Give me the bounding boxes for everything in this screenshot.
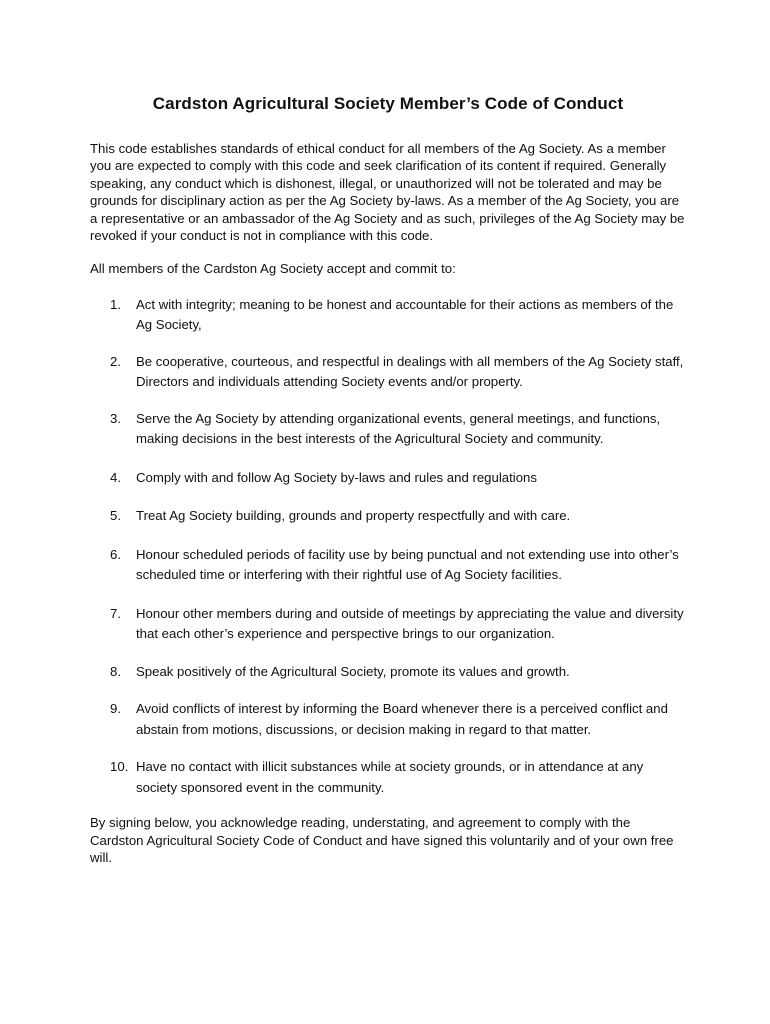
list-item-number: 7.: [110, 605, 121, 621]
list-item: [110, 295, 686, 336]
list-item-text: Have no contact with illicit substances while at society grounds, or in attendance at any society sponsored event in the community.: [136, 759, 644, 795]
list-item-number: 9.: [110, 701, 121, 717]
list-item-text: Be cooperative, courteous, and respectful in dealings with all members of the Ag Society staff, Directors and individuals attending Society events and/or property.: [136, 353, 684, 390]
list-item-number: 3.: [110, 410, 121, 426]
list-item: [110, 352, 686, 393]
list-item-text: Honour other members during and outside of meetings by appreciating the value and diversity that each other’s experience and perspective brings to our organization.: [136, 605, 684, 642]
commitment-lead: All members of the Cardston Ag Society accept and commit to:: [90, 261, 456, 277]
list-item-number: 1.: [110, 296, 121, 312]
closing-paragraph: By signing below, you acknowledge reading, understating, and agreement to comply with the Cardston Agricultural Society Code of Conduct and have signed this voluntarily and of your own free will.: [90, 815, 674, 866]
list-item: [110, 757, 686, 798]
page-title: Cardston Agricultural Society Member’s Code of Conduct: [152, 94, 624, 113]
list-item-text: Serve the Ag Society by attending organizational events, general meetings, and functions, making decisions in the best interests of the Agricultural Society and community.: [136, 410, 661, 447]
list-item: [110, 699, 686, 740]
list-item: [110, 506, 686, 527]
list-item: [110, 662, 686, 683]
document-page: [90, 94, 686, 867]
list-item-number: 6.: [110, 546, 121, 562]
list-item-text: Comply with and follow Ag Society by-laws and rules and regulations: [136, 469, 537, 485]
list-item-text: Avoid conflicts of interest by informing the Board whenever there is a perceived conflict and abstain from motions, discussions, or decision making in regard to that matter.: [136, 701, 668, 737]
list-item-number: 8.: [110, 663, 121, 679]
list-item-number: 2.: [110, 353, 121, 369]
commitment-list: [90, 295, 686, 799]
list-item-text: Act with integrity; meaning to be honest and accountable for their actions as members of the Ag Society,: [136, 296, 674, 333]
list-item: [110, 604, 686, 645]
list-item: [110, 409, 686, 450]
intro-paragraph: This code establishes standards of ethical conduct for all members of the Ag Society. As a member you are expected to comply with this code and seek clarification of its content if required. Generally speaking, any conduct which is dishonest, illegal, or unauthorized will not be tolerated and may be grounds for disciplinary action as per the Ag Society by-laws. As a member of the Ag Society, you are a representative or an ambassador of the Ag Society and as such, privileges of the Ag Society may be revoked if your conduct is not in compliance with this code.: [90, 141, 685, 244]
list-item-text: Speak positively of the Agricultural Society, promote its values and growth.: [136, 663, 570, 679]
list-item-number: 5.: [110, 508, 121, 524]
list-item: [110, 545, 686, 586]
list-item-number: 10.: [110, 759, 129, 775]
list-item-number: 4.: [110, 469, 121, 485]
list-item: [110, 468, 686, 489]
list-item-text: Honour scheduled periods of facility use by being punctual and not extending use into other’s scheduled time or interfering with their rightful use of Ag Society facilities.: [136, 546, 679, 583]
list-item-text: Treat Ag Society building, grounds and property respectfully and with care.: [136, 508, 571, 524]
